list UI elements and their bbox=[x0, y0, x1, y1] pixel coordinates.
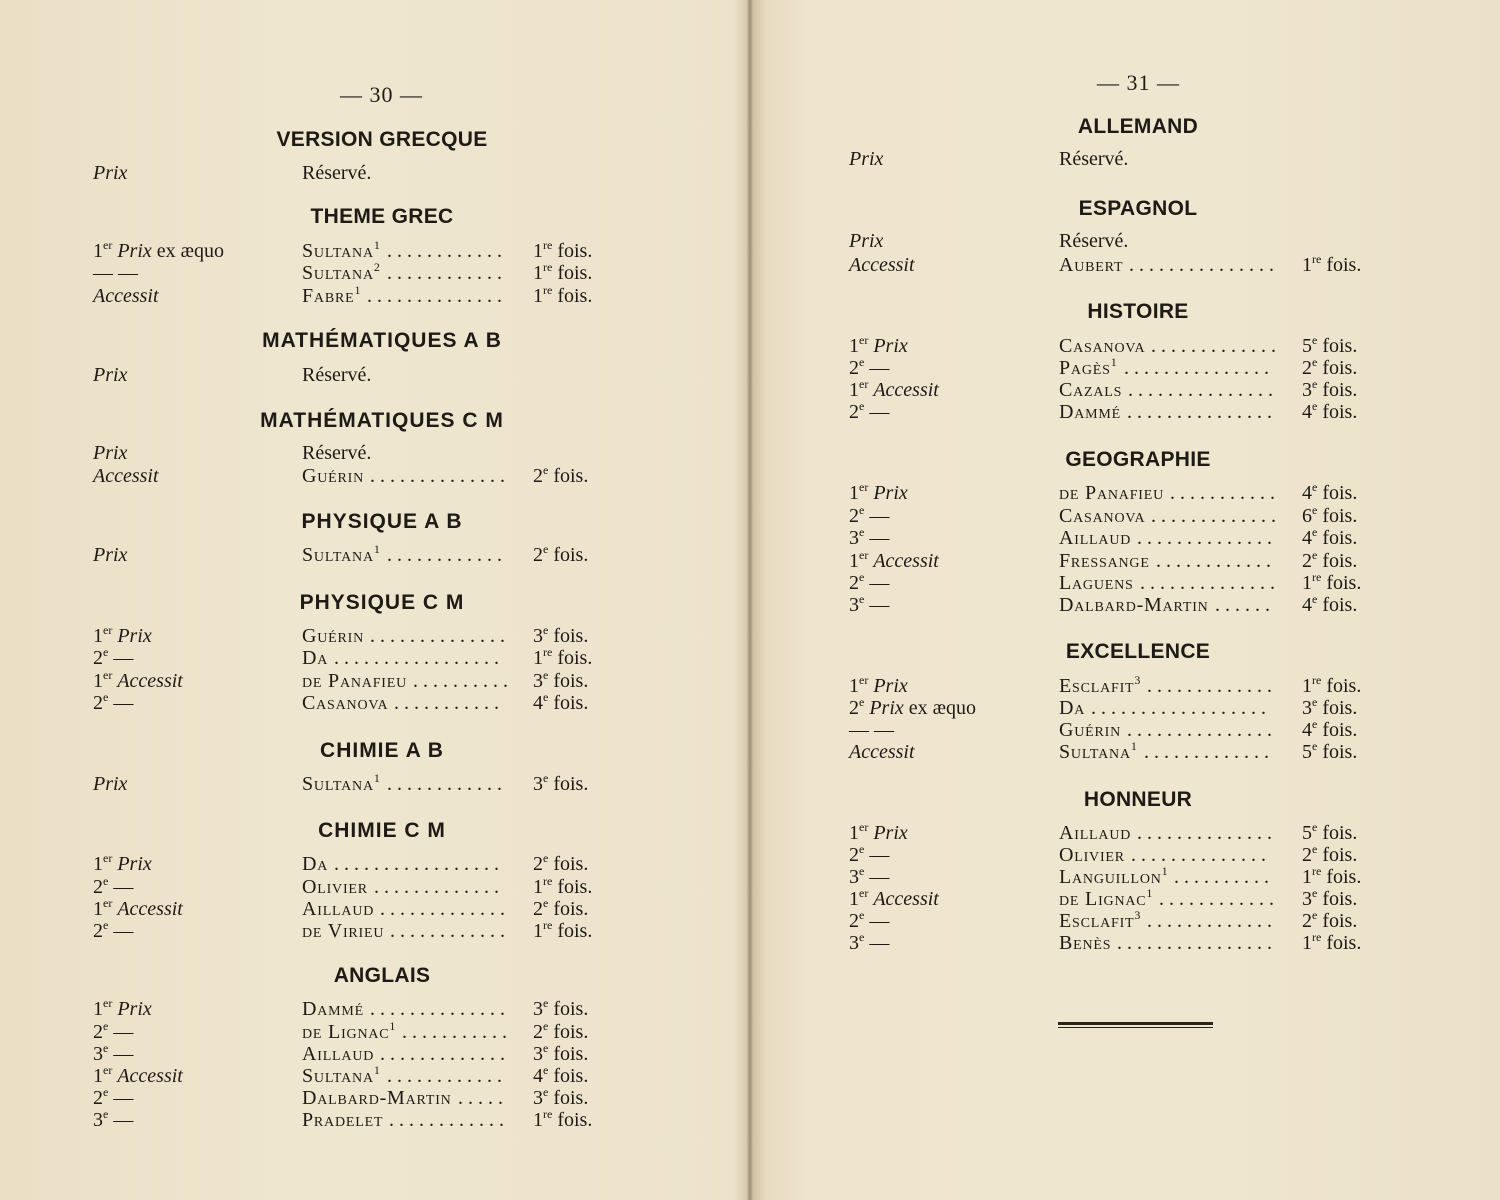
prize-label: 1er Prix bbox=[849, 333, 908, 357]
student-name: de Lignac$^1$ bbox=[1059, 886, 1154, 910]
dot-leader: .............. bbox=[1137, 822, 1277, 844]
award-count: 2e fois. bbox=[533, 896, 589, 920]
dot-leader: ...... bbox=[1215, 594, 1275, 616]
student-name: Sultana$^2$ bbox=[302, 260, 381, 284]
dot-leader: ............... bbox=[1127, 719, 1277, 741]
prize-label: — — bbox=[849, 719, 894, 741]
dot-leader: ............ bbox=[389, 1109, 509, 1131]
prize-label: Accessit bbox=[93, 465, 159, 487]
award-count: 4e fois. bbox=[1302, 592, 1358, 616]
prize-label: Prix bbox=[93, 442, 128, 464]
award-count: 1re fois. bbox=[533, 874, 593, 898]
student-name: Da bbox=[302, 853, 329, 875]
award-count: 3e fois. bbox=[533, 996, 589, 1020]
award-count: 3e fois. bbox=[1302, 886, 1358, 910]
award-count: 3e fois. bbox=[533, 623, 589, 647]
student-name: Sultana$^1$ bbox=[302, 238, 381, 262]
dot-leader: ............ bbox=[1156, 550, 1276, 572]
prize-row bbox=[0, 379, 1500, 401]
section-heading: CHIMIE C M bbox=[318, 819, 446, 842]
dot-leader: ............. bbox=[1147, 910, 1277, 932]
dot-leader: ........... bbox=[394, 692, 504, 714]
prize-label: Accessit bbox=[93, 285, 159, 307]
award-count: 3e fois. bbox=[1302, 377, 1358, 401]
prize-label: 1er Prix bbox=[93, 851, 152, 875]
award-count: 1re fois. bbox=[1302, 864, 1362, 888]
award-count: 3e fois. bbox=[533, 1085, 589, 1109]
student-name: Aillaud bbox=[302, 1043, 375, 1065]
prize-row bbox=[0, 594, 1500, 616]
prize-row bbox=[0, 1087, 1500, 1109]
prize-label: 3e — bbox=[93, 1041, 134, 1065]
award-count: 2e fois. bbox=[533, 851, 589, 875]
dot-leader: .......... bbox=[1174, 866, 1274, 888]
prize-label: 2e — bbox=[849, 842, 890, 866]
prize-row bbox=[0, 254, 1500, 276]
dot-leader: ............ bbox=[387, 262, 507, 284]
section-heading: MATHÉMATIQUES A B bbox=[262, 329, 502, 352]
student-name: Dalbard-Martin bbox=[302, 1087, 452, 1109]
student-name: Pagès$^1$ bbox=[1059, 355, 1118, 379]
award-count: 5e fois. bbox=[1302, 820, 1358, 844]
dot-leader: .................. bbox=[1091, 697, 1271, 719]
section-heading: ALLEMAND bbox=[1077, 115, 1199, 138]
prize-label: 1er Prix bbox=[849, 820, 908, 844]
prize-label: 2e — bbox=[93, 874, 134, 898]
section-heading: VERSION GRECQUE bbox=[276, 128, 488, 151]
award-count: 1re fois. bbox=[1302, 570, 1362, 594]
page-number-right: — 31 — bbox=[1097, 70, 1180, 95]
student-name: Sultana$^1$ bbox=[302, 542, 381, 566]
student-name: Casanova bbox=[1059, 505, 1146, 527]
student-name: de Panafieu bbox=[1059, 482, 1165, 504]
section-heading: ESPAGNOL bbox=[1078, 197, 1198, 220]
award-count: 2e fois. bbox=[1302, 355, 1358, 379]
student-name: Olivier bbox=[302, 876, 368, 898]
prize-row bbox=[0, 888, 1500, 910]
student-name: Sultana$^1$ bbox=[302, 1063, 381, 1087]
prize-label: Accessit bbox=[849, 741, 915, 763]
student-name: Laguens bbox=[1059, 572, 1134, 594]
student-name: Guérin bbox=[1059, 719, 1122, 741]
dot-leader: ................ bbox=[1117, 932, 1277, 954]
student-name: Dammé bbox=[1059, 401, 1122, 423]
section-heading: MATHÉMATIQUES C M bbox=[260, 409, 504, 432]
prize-row bbox=[0, 1065, 1500, 1087]
prize-label: 1er Accessit bbox=[93, 1063, 183, 1087]
prize-label: 2e — bbox=[849, 908, 890, 932]
section-heading: HISTOIRE bbox=[1087, 300, 1189, 323]
student-name: de Virieu bbox=[302, 920, 385, 942]
student-name: Guérin bbox=[302, 465, 365, 487]
prize-label: Prix bbox=[93, 773, 128, 795]
prize-row bbox=[0, 442, 1500, 464]
student-name: Aillaud bbox=[1059, 822, 1132, 844]
prize-row bbox=[0, 675, 1500, 697]
dot-leader: ................. bbox=[334, 647, 504, 669]
prize-row bbox=[0, 910, 1500, 932]
dot-leader: ................. bbox=[334, 853, 504, 875]
prize-label: 3e — bbox=[849, 525, 890, 549]
prize-label: 1er Accessit bbox=[849, 886, 939, 910]
prize-label: 2e Prix ex æquo bbox=[849, 695, 976, 719]
award-count: 1re fois. bbox=[533, 260, 593, 284]
award-count: 1re fois. bbox=[533, 238, 593, 262]
prize-label: Accessit bbox=[849, 254, 915, 276]
student-name: de Panafieu bbox=[302, 670, 408, 692]
prize-row bbox=[0, 1043, 1500, 1065]
student-name: Da bbox=[302, 647, 329, 669]
award-count: 5e fois. bbox=[1302, 739, 1358, 763]
prize-label: 1er Prix bbox=[849, 673, 908, 697]
prize-label: 3e — bbox=[849, 930, 890, 954]
dot-leader: .............. bbox=[1131, 844, 1271, 866]
student-name: Sultana$^1$ bbox=[302, 771, 381, 795]
prize-row bbox=[0, 482, 1500, 504]
student-name: Réservé. bbox=[302, 162, 372, 184]
prize-label: 2e — bbox=[849, 399, 890, 423]
student-name: de Lignac$^1$ bbox=[302, 1019, 397, 1043]
prize-row bbox=[0, 741, 1500, 763]
prize-row bbox=[0, 335, 1500, 357]
prize-label: 2e — bbox=[93, 918, 134, 942]
award-count: 2e fois. bbox=[533, 1019, 589, 1043]
prize-row bbox=[0, 285, 1500, 307]
prize-label: 3e — bbox=[849, 864, 890, 888]
award-count: 3e fois. bbox=[533, 668, 589, 692]
award-count: 1re fois. bbox=[533, 918, 593, 942]
dot-leader: ............ bbox=[387, 544, 507, 566]
prize-label: 3e — bbox=[93, 1107, 134, 1131]
dot-leader: .............. bbox=[370, 625, 510, 647]
student-name: Aubert bbox=[1059, 254, 1124, 276]
student-name: Benès bbox=[1059, 932, 1112, 954]
student-name: Casanova bbox=[1059, 335, 1146, 357]
dot-leader: ............. bbox=[1151, 505, 1281, 527]
section-heading: PHYSIQUE C M bbox=[299, 591, 465, 614]
prize-row bbox=[0, 572, 1500, 594]
prize-label: 1er Accessit bbox=[93, 896, 183, 920]
prize-row bbox=[0, 1021, 1500, 1043]
prize-row bbox=[0, 773, 1500, 795]
award-count: 4e fois. bbox=[1302, 480, 1358, 504]
prize-label: Prix bbox=[93, 544, 128, 566]
prize-label: 1er Accessit bbox=[93, 668, 183, 692]
prize-label: 3e — bbox=[849, 592, 890, 616]
prize-label: 2e — bbox=[93, 690, 134, 714]
student-name: Pradelet bbox=[302, 1109, 384, 1131]
dot-leader: ............ bbox=[390, 920, 510, 942]
award-count: 1re fois. bbox=[533, 645, 593, 669]
award-count: 5e fois. bbox=[1302, 333, 1358, 357]
dot-leader: ........... bbox=[1170, 482, 1280, 504]
student-name: Sultana$^1$ bbox=[1059, 739, 1138, 763]
dot-leader: ............. bbox=[374, 876, 504, 898]
prize-row bbox=[0, 719, 1500, 741]
award-count: 3e fois. bbox=[533, 771, 589, 795]
prize-row bbox=[0, 357, 1500, 379]
student-name: Casanova bbox=[302, 692, 389, 714]
dot-leader: .............. bbox=[367, 285, 507, 307]
award-count: 2e fois. bbox=[1302, 908, 1358, 932]
student-name: Aillaud bbox=[1059, 527, 1132, 549]
dot-leader: ............. bbox=[1144, 741, 1274, 763]
award-count: 1re fois. bbox=[1302, 673, 1362, 697]
student-name: Réservé. bbox=[302, 364, 372, 386]
student-name: Réservé. bbox=[1059, 230, 1129, 252]
dot-leader: ..... bbox=[458, 1087, 508, 1109]
dot-leader: ............. bbox=[380, 898, 510, 920]
award-count: 1re fois. bbox=[533, 1107, 593, 1131]
section-heading: ANGLAIS bbox=[333, 964, 431, 987]
prize-row bbox=[0, 697, 1500, 719]
prize-label: 2e — bbox=[849, 355, 890, 379]
prize-label: Prix bbox=[93, 162, 128, 184]
closing-rule bbox=[1058, 1022, 1213, 1025]
award-count: 4e fois. bbox=[533, 1063, 589, 1087]
dot-leader: ............... bbox=[1128, 379, 1278, 401]
student-name: Esclafit$^3$ bbox=[1059, 908, 1142, 932]
prize-label: — — bbox=[93, 262, 138, 284]
prize-row bbox=[0, 1109, 1500, 1131]
award-count: 3e fois. bbox=[1302, 695, 1358, 719]
dot-leader: ........... bbox=[402, 1021, 512, 1043]
dot-leader: ............ bbox=[1159, 888, 1279, 910]
dot-leader: .............. bbox=[1137, 527, 1277, 549]
section-heading: PHYSIQUE A B bbox=[301, 510, 463, 533]
award-count: 6e fois. bbox=[1302, 503, 1358, 527]
prize-label: 1er Prix bbox=[93, 623, 152, 647]
dot-leader: ............. bbox=[1147, 675, 1277, 697]
prize-row bbox=[0, 998, 1500, 1020]
prize-row bbox=[0, 932, 1500, 954]
student-name: Fressange bbox=[1059, 550, 1150, 572]
student-name: Réservé. bbox=[1059, 148, 1129, 170]
student-name: Dalbard-Martin bbox=[1059, 594, 1209, 616]
award-count: 2e fois. bbox=[1302, 842, 1358, 866]
prize-label: Prix bbox=[93, 364, 128, 386]
dot-leader: ............ bbox=[387, 240, 507, 262]
dot-leader: ............... bbox=[1129, 254, 1279, 276]
award-count: 4e fois. bbox=[1302, 525, 1358, 549]
dot-leader: ............. bbox=[1151, 335, 1281, 357]
prize-row bbox=[0, 822, 1500, 844]
page-number-left: — 30 — bbox=[340, 82, 423, 107]
dot-leader: .............. bbox=[1140, 572, 1280, 594]
student-name: Dammé bbox=[302, 998, 365, 1020]
award-count: 4e fois. bbox=[1302, 717, 1358, 741]
prize-row bbox=[0, 148, 1500, 170]
prize-label: 1er Accessit bbox=[849, 548, 939, 572]
student-name: Languillon$^1$ bbox=[1059, 864, 1169, 888]
student-name: Fabre$^1$ bbox=[302, 283, 362, 307]
award-count: 2e fois. bbox=[1302, 548, 1358, 572]
prize-label: 2e — bbox=[93, 645, 134, 669]
prize-label: 1er Prix ex æquo bbox=[93, 238, 224, 262]
student-name: Da bbox=[1059, 697, 1086, 719]
prize-label: 2e — bbox=[93, 1085, 134, 1109]
section-heading: CHIMIE A B bbox=[320, 739, 444, 762]
dot-leader: ............. bbox=[380, 1043, 510, 1065]
dot-leader: .............. bbox=[370, 465, 510, 487]
student-name: Guérin bbox=[302, 625, 365, 647]
section-heading: GEOGRAPHIE bbox=[1065, 448, 1211, 471]
prize-label: 2e — bbox=[849, 503, 890, 527]
prize-row bbox=[0, 230, 1500, 252]
dot-leader: .......... bbox=[413, 670, 513, 692]
award-count: 4e fois. bbox=[533, 690, 589, 714]
prize-label: 1er Accessit bbox=[849, 377, 939, 401]
student-name: Olivier bbox=[1059, 844, 1125, 866]
award-count: 3e fois. bbox=[533, 1041, 589, 1065]
prize-row bbox=[0, 550, 1500, 572]
section-heading: THEME GREC bbox=[310, 205, 454, 228]
prize-label: Prix bbox=[849, 148, 884, 170]
prize-row bbox=[0, 505, 1500, 527]
student-name: Réservé. bbox=[302, 442, 372, 464]
award-count: 1re fois. bbox=[533, 283, 593, 307]
award-count: 4e fois. bbox=[1302, 399, 1358, 423]
prize-label: 2e — bbox=[849, 570, 890, 594]
dot-leader: ............... bbox=[1127, 401, 1277, 423]
prize-row bbox=[0, 866, 1500, 888]
prize-row bbox=[0, 527, 1500, 549]
award-count: 2e fois. bbox=[533, 542, 589, 566]
prize-label: 1er Prix bbox=[849, 480, 908, 504]
student-name: Aillaud bbox=[302, 898, 375, 920]
prize-row bbox=[0, 401, 1500, 423]
student-name: Cazals bbox=[1059, 379, 1123, 401]
award-count: 1re fois. bbox=[1302, 252, 1362, 276]
dot-leader: ............ bbox=[387, 773, 507, 795]
prize-label: 2e — bbox=[93, 1019, 134, 1043]
award-count: 1re fois. bbox=[1302, 930, 1362, 954]
prize-row bbox=[0, 844, 1500, 866]
prize-row bbox=[0, 625, 1500, 647]
dot-leader: ............ bbox=[387, 1065, 507, 1087]
dot-leader: ............... bbox=[1124, 357, 1274, 379]
student-name: Esclafit$^3$ bbox=[1059, 673, 1142, 697]
prize-label: Prix bbox=[849, 230, 884, 252]
section-heading: HONNEUR bbox=[1083, 788, 1193, 811]
prize-label: 1er Prix bbox=[93, 996, 152, 1020]
award-count: 2e fois. bbox=[533, 463, 589, 487]
closing-rule-thin bbox=[1058, 1027, 1213, 1028]
prize-row bbox=[0, 647, 1500, 669]
dot-leader: .............. bbox=[370, 998, 510, 1020]
section-heading: EXCELLENCE bbox=[1065, 640, 1211, 663]
